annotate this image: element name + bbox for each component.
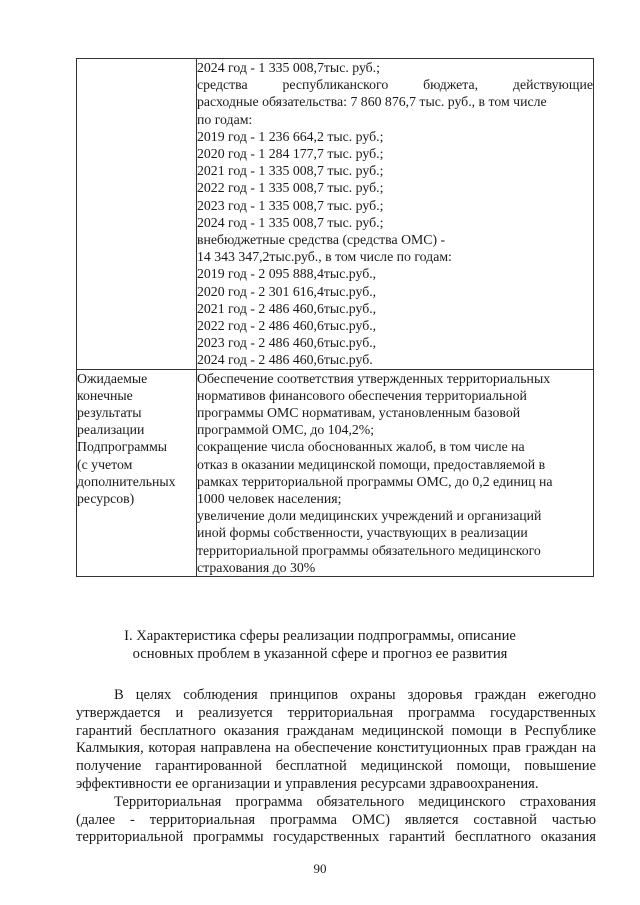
results-line: сокращение числа обоснованных жалоб, в том числе на	[197, 439, 525, 455]
results-label-line: Ожидаемые	[77, 370, 148, 386]
body-line: получение гарантированной бесплатной медицинской помощи, повышение	[76, 758, 596, 775]
results-line: 1000 человек населения;	[197, 491, 342, 507]
funding-line: 2020 год - 1 284 177,7 тыс. руб.;	[197, 146, 384, 162]
funding-line: расходные обязательства: 7 860 876,7 тыс. руб., в том числе	[197, 94, 547, 110]
results-label-line: Подпрограммы	[77, 439, 168, 455]
results-label-line: ресурсов)	[77, 491, 135, 507]
body-line: территориальной программы государственных гарантий бесплатного оказания	[76, 829, 596, 846]
funding-line: 2021 год - 2 486 460,6тыс.руб.,	[197, 300, 377, 316]
funding-line: 2023 год - 2 486 460,6тыс.руб.,	[197, 335, 377, 351]
results-line: увеличение доли медицинских учреждений и организаций	[197, 508, 542, 524]
section-heading-line: основных проблем в указанной сфере и прогноз ее развития	[132, 646, 508, 662]
results-label-line: результаты	[77, 405, 142, 421]
results-line: Обеспечение соответствия утвержденных территориальных	[197, 370, 551, 386]
results-line: страхования до 30%	[197, 559, 316, 575]
funding-value-cell	[197, 59, 594, 370]
results-label-line: (с учетом	[77, 456, 133, 472]
table-row-results	[77, 369, 594, 576]
funding-line: 14 343 347,2тыс.руб., в том числе по годам:	[197, 249, 452, 265]
body-line: утверждается и реализуется территориальная программа государственных	[76, 704, 596, 721]
funding-line: 2019 год - 2 095 888,4тыс.руб.,	[197, 266, 377, 282]
funding-line: внебюджетные средства (средства ОМС) -	[197, 232, 446, 248]
funding-line: средства республиканского бюджета, действующие	[197, 77, 593, 93]
results-label-cell	[77, 369, 197, 576]
funding-line: 2023 год - 1 335 008,7 тыс. руб.;	[197, 197, 384, 213]
results-label-line: реализации	[77, 422, 145, 438]
page-number: 90	[313, 861, 327, 876]
subprogram-passport-table	[76, 58, 594, 577]
section-heading-line: I. Характеристика сферы реализации подпрограммы, описание	[124, 628, 516, 644]
funding-line: 2022 год - 2 486 460,6тыс.руб.,	[197, 318, 377, 334]
funding-line: 2024 год - 1 335 008,7 тыс. руб.;	[197, 214, 384, 230]
results-line: программой ОМС, до 104,2%;	[197, 422, 375, 438]
funding-line: 2024 год - 1 335 008,7тыс. руб.;	[197, 60, 380, 75]
funding-label-cell	[77, 59, 197, 370]
body-text	[76, 687, 596, 847]
body-line: (далее - территориальная программа ОМС) является составной частью	[76, 811, 596, 828]
results-line: нормативов финансового обеспечения территориальной	[197, 387, 527, 403]
body-line: Калмыкия, которая направлена на обеспечение конституционных прав граждан на	[76, 740, 596, 757]
results-line: рамках территориальной программы ОМС, до 0,2 единиц на	[197, 473, 553, 489]
results-line: территориальной программы обязательного медицинского	[197, 542, 541, 558]
results-line: программы ОМС нормативам, установленным базовой	[197, 405, 521, 421]
body-line: Территориальная программа обязательного медицинского страхования	[114, 793, 596, 810]
results-line: иной формы собственности, участвующих в реализации	[197, 525, 528, 541]
funding-line: 2019 год - 1 236 664,2 тыс. руб.;	[197, 128, 384, 144]
results-value-cell	[197, 369, 594, 576]
body-line: В целях соблюдения принципов охраны здоровья граждан ежегодно	[114, 687, 596, 703]
funding-line: 2024 год - 2 486 460,6тыс.руб.	[197, 352, 373, 368]
results-label-line: конечные	[77, 387, 133, 403]
body-line: гарантий бесплатного оказания гражданам медицинской помощи в Республике	[76, 722, 596, 739]
funding-line: 2022 год - 1 335 008,7 тыс. руб.;	[197, 180, 384, 196]
funding-line: 2021 год - 1 335 008,7 тыс. руб.;	[197, 163, 384, 179]
results-label-line: дополнительных	[77, 473, 176, 489]
table-row-funding	[77, 59, 594, 370]
body-line: эффективности ее организации и управления ресурсами здравоохранения.	[76, 775, 539, 792]
section-heading	[100, 627, 540, 663]
funding-line: по годам:	[197, 111, 253, 127]
funding-line: 2020 год - 2 301 616,4тыс.руб.,	[197, 283, 377, 299]
results-line: отказ в оказании медицинской помощи, предоставляемой в	[197, 456, 546, 472]
